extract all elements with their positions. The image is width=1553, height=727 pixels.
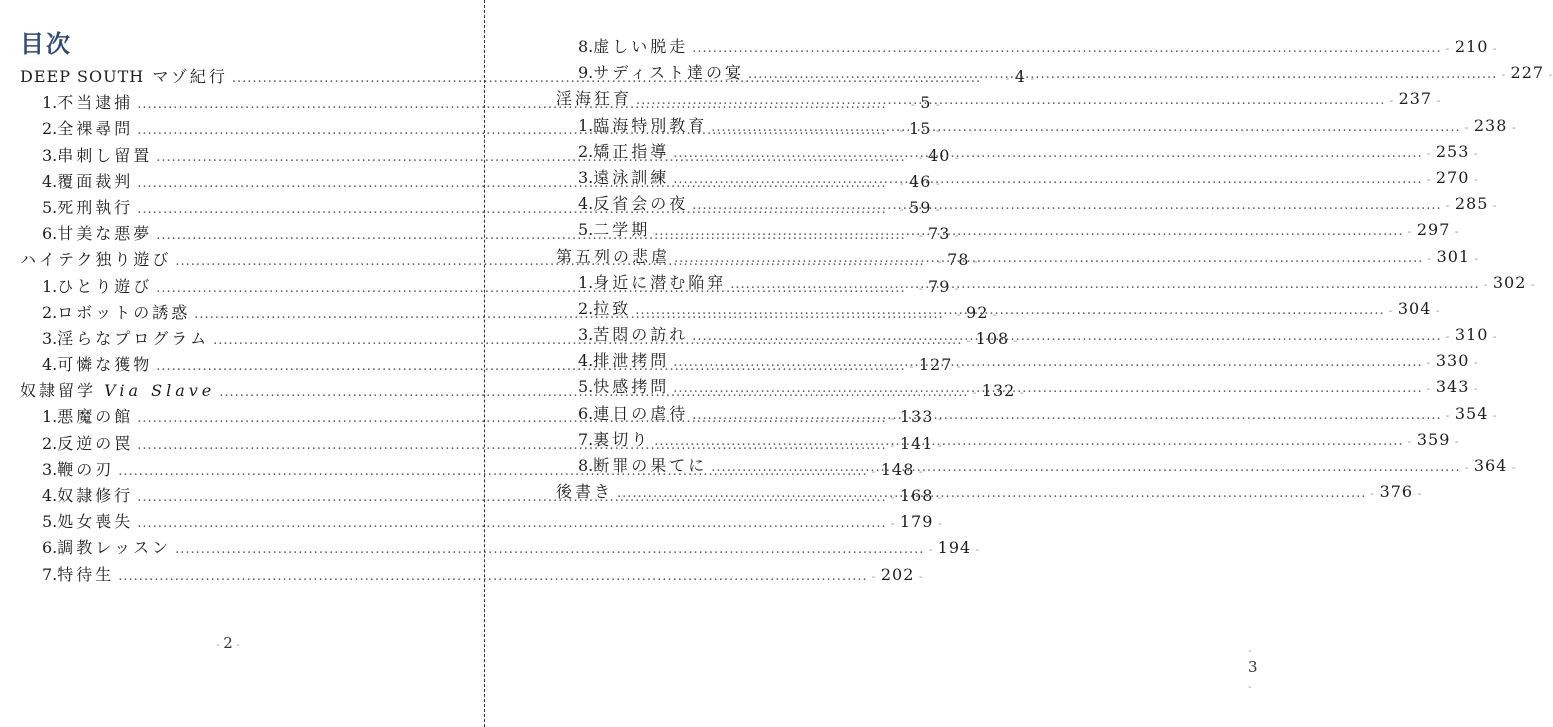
right-page <box>486 0 1545 727</box>
entry-title <box>57 509 133 535</box>
entry-page-number: - 364 - <box>1465 453 1515 481</box>
entry-title <box>57 352 152 378</box>
entry-page-number: - 4 - <box>985 64 1035 92</box>
entry-number: 5. <box>578 377 594 397</box>
entry-title-text: 串刺し留置 <box>57 145 153 165</box>
entry-title-text: 快感拷問 <box>593 377 670 397</box>
entry-title-text: 反逆の罠 <box>57 433 134 453</box>
entry-number: 6. <box>42 538 58 558</box>
entry-page-number: - 343 - <box>1427 374 1477 402</box>
entry-title-text: 二学期 <box>593 220 651 240</box>
entry-page-number: - 237 - <box>1389 86 1439 114</box>
toc-subentry <box>556 191 1489 217</box>
entry-page-number: - 108 - <box>966 326 1016 354</box>
entry-title <box>57 483 133 509</box>
dot-leader <box>617 481 1366 507</box>
entry-title <box>57 274 152 300</box>
entry-title-text: ひとり遊び <box>57 276 153 296</box>
entry-number: 3. <box>42 145 58 165</box>
entry-number: 6. <box>42 224 58 244</box>
entry-title <box>593 322 688 348</box>
entry-page-number: - 59 - <box>891 195 941 223</box>
entry-page-number: - 40 - <box>910 143 960 171</box>
entry-title-text: 鞭の刃 <box>57 459 115 479</box>
entry-page-number: - 92 - <box>948 300 998 328</box>
entry-title <box>57 169 133 195</box>
entry-title-text: 不当逮捕 <box>57 93 134 113</box>
toc-chapter <box>556 479 1414 505</box>
entry-title-text: 身近に潜む陥穽 <box>593 272 727 292</box>
toc-chapter <box>556 244 1471 270</box>
entry-title <box>593 139 669 165</box>
entry-page-number: - 132 - <box>973 378 1023 406</box>
entry-number: 4. <box>42 355 58 375</box>
entry-number: 7. <box>578 429 594 449</box>
entry-page-number: - 330 - <box>1427 348 1477 376</box>
page-divider <box>484 0 485 727</box>
entry-title <box>57 404 133 430</box>
entry-number: 2. <box>42 302 58 322</box>
dot-leader <box>654 429 1403 455</box>
entry-number: 3. <box>578 167 594 187</box>
entry-page-number: - 5 - <box>891 90 941 118</box>
entry-title <box>593 165 669 191</box>
entry-title-text: 淫らなプログラム <box>57 328 210 348</box>
entry-page-number: - 310 - <box>1446 322 1496 350</box>
dot-leader <box>692 193 1441 219</box>
entry-page-number: - 238 - <box>1465 113 1515 141</box>
entry-page-number: - 304 - <box>1389 296 1439 324</box>
entry-title <box>593 270 726 296</box>
entry-title-text: 奴隷修行 <box>57 486 134 505</box>
entry-page-number: - 141 - <box>891 431 941 459</box>
entry-number: 2. <box>42 119 58 139</box>
toc-title: 目次 <box>20 30 72 58</box>
page-number-right: - 3 - <box>1248 640 1258 694</box>
dot-leader <box>711 455 1460 481</box>
entry-title <box>57 143 152 169</box>
entry-title-text: 第五列の悲虐 <box>556 246 671 266</box>
toc-subentry <box>556 113 1508 139</box>
dot-leader <box>654 219 1403 245</box>
entry-title <box>57 326 209 352</box>
dot-leader <box>673 167 1422 193</box>
entry-title-text: 調教レッスン <box>57 538 172 558</box>
toc-subentry <box>556 453 1508 479</box>
entry-page-number: - 127 - <box>910 352 960 380</box>
dot-leader <box>673 376 1422 402</box>
entry-title-text: 矯正指導 <box>593 141 670 161</box>
entry-number: 9. <box>578 63 594 83</box>
dot-leader <box>730 272 1479 298</box>
entry-page-number: - 194 - <box>928 535 978 563</box>
entry-title-italic: Via Slave <box>104 381 216 401</box>
entry-number: 1. <box>42 276 58 296</box>
entry-title-text: 反省会の夜 <box>593 194 689 214</box>
entry-title-text: 遠泳訓練 <box>593 167 670 187</box>
entry-page-number: - 359 - <box>1408 427 1458 455</box>
entry-title-text: ハイテク独り遊び <box>20 250 172 270</box>
entry-title-text: 虚しい脱走 <box>593 37 689 56</box>
page-number-left: - 2 - <box>216 634 240 652</box>
entry-page-number: - 354 - <box>1446 401 1496 429</box>
entry-title <box>593 296 631 322</box>
entry-number: 4. <box>578 194 594 214</box>
entry-title-text: 可憐な獲物 <box>57 355 153 375</box>
toc-subentry <box>556 60 1545 86</box>
entry-number: 8. <box>578 456 594 475</box>
dot-leader <box>692 36 1441 62</box>
entry-number: 5. <box>42 512 58 532</box>
entry-title-text: サディスト達の宴 <box>593 63 744 83</box>
entry-page-number: - 270 - <box>1427 165 1477 193</box>
entry-title-text: 覆面裁判 <box>57 171 134 191</box>
entry-page-number: - 148 - <box>872 457 922 485</box>
entry-number: 4. <box>578 351 594 371</box>
entry-title <box>593 348 669 374</box>
entry-title <box>57 116 133 142</box>
entry-title-text: 臨海特別教育 <box>593 115 708 135</box>
entry-page-number: - 376 - <box>1370 479 1420 507</box>
entry-title <box>57 535 171 561</box>
toc-subentry <box>20 535 972 561</box>
entry-title <box>57 431 133 457</box>
entry-title <box>57 457 114 483</box>
entry-title <box>593 401 688 427</box>
toc-subentry <box>556 401 1489 427</box>
entry-title <box>556 86 632 112</box>
entry-number: 4. <box>42 486 58 505</box>
entry-title-text: 後書き <box>556 482 614 502</box>
entry-page-number: - 73 - <box>910 221 960 249</box>
entry-page-number: - 297 - <box>1408 217 1458 245</box>
entry-page-number: - 285 - <box>1446 191 1496 219</box>
entry-title-text: 全裸尋問 <box>57 119 134 139</box>
entry-title-text: 拉致 <box>593 298 632 318</box>
entry-page-number: - 15 - <box>891 116 941 144</box>
entry-number: 2. <box>578 141 594 161</box>
dot-leader <box>748 62 1497 88</box>
entry-title-text: 甘美な悪夢 <box>57 224 153 244</box>
entry-title-text: 連日の虐待 <box>593 403 689 423</box>
dot-leader <box>673 350 1422 376</box>
entry-title <box>593 60 744 86</box>
entry-title-text: 死刑執行 <box>57 197 134 217</box>
entry-title-text: 悪魔の館 <box>57 407 134 427</box>
dot-leader <box>692 403 1441 429</box>
entry-title-text: 淫海狂育 <box>556 89 633 109</box>
entry-page-number: - 202 - <box>872 562 922 590</box>
entry-page-number: - 301 - <box>1427 244 1477 272</box>
dot-leader <box>635 298 1384 324</box>
entry-number: 1. <box>42 407 58 427</box>
entry-number: 3. <box>578 325 594 345</box>
dot-leader <box>692 324 1441 350</box>
entry-title <box>593 113 707 139</box>
entry-page-number: - 46 - <box>891 169 941 197</box>
entry-title <box>593 34 688 60</box>
entry-number: 3. <box>42 459 58 479</box>
entry-page-number: - 79 - <box>910 274 960 302</box>
entry-title <box>57 562 114 588</box>
entry-title <box>20 378 215 404</box>
entry-title-text: ロボットの誘惑 <box>57 302 191 322</box>
dot-leader <box>674 246 1423 272</box>
entry-title <box>57 195 133 221</box>
dot-leader <box>673 141 1422 167</box>
entry-title <box>57 90 133 116</box>
toc-subentry <box>556 427 1451 453</box>
entry-title-latin: DEEP SOUTH <box>20 67 145 86</box>
entry-title <box>593 374 669 400</box>
toc-subentry <box>556 270 1527 296</box>
dot-leader <box>711 115 1460 141</box>
toc-subentry <box>20 562 915 588</box>
entry-number: 2. <box>42 433 58 453</box>
entry-page-number: - 253 - <box>1427 139 1477 167</box>
entry-page-number: - 210 - <box>1446 34 1496 62</box>
entry-page-number: - 179 - <box>891 509 941 537</box>
entry-title-text: 処女喪失 <box>57 512 134 532</box>
entry-page-number: - 78 - <box>929 247 979 275</box>
entry-title <box>556 479 613 505</box>
entry-page-number: - 133 - <box>891 404 941 432</box>
entry-title <box>20 247 171 273</box>
toc-subentry <box>556 217 1451 243</box>
entry-number: 6. <box>578 403 594 423</box>
entry-title <box>593 453 707 479</box>
entry-title-text: 苦悶の訪れ <box>593 325 689 345</box>
entry-number: 1. <box>578 272 594 292</box>
toc-subentry <box>556 139 1470 165</box>
entry-number: 1. <box>42 93 58 113</box>
entry-title <box>556 244 670 270</box>
entry-number: 4. <box>42 171 58 191</box>
toc-subentry <box>556 348 1470 374</box>
entry-number: 8. <box>578 37 594 56</box>
entry-title-text: 排泄拷問 <box>593 351 670 371</box>
entry-number: 3. <box>42 328 58 348</box>
entry-number: 2. <box>578 298 594 318</box>
toc-chapter <box>556 86 1433 112</box>
entry-title <box>57 221 152 247</box>
toc-subentry <box>556 34 1489 60</box>
entry-title <box>593 217 650 243</box>
toc-subentry <box>556 165 1470 191</box>
entry-title <box>57 300 190 326</box>
toc-subentry <box>20 509 934 535</box>
entry-number: 7. <box>42 564 58 584</box>
entry-title <box>593 427 650 453</box>
entry-title <box>593 191 688 217</box>
entry-title-text: 奴隷留学 <box>20 381 105 401</box>
entry-number: 5. <box>578 220 594 240</box>
entry-number: 5. <box>42 197 58 217</box>
entry-title <box>20 64 228 90</box>
dot-leader <box>636 88 1385 114</box>
entry-page-number: - 168 - <box>891 483 941 511</box>
entry-title-text: 特待生 <box>57 564 115 584</box>
entry-page-number: - 302 - <box>1484 270 1534 298</box>
entry-page-number: - 227 - <box>1501 60 1551 88</box>
entry-title-text: 断罪の果てに <box>593 456 708 475</box>
entry-number: 1. <box>578 115 594 135</box>
entry-title-text: マゾ紀行 <box>144 67 228 86</box>
entry-title-text: 裏切り <box>593 429 651 449</box>
